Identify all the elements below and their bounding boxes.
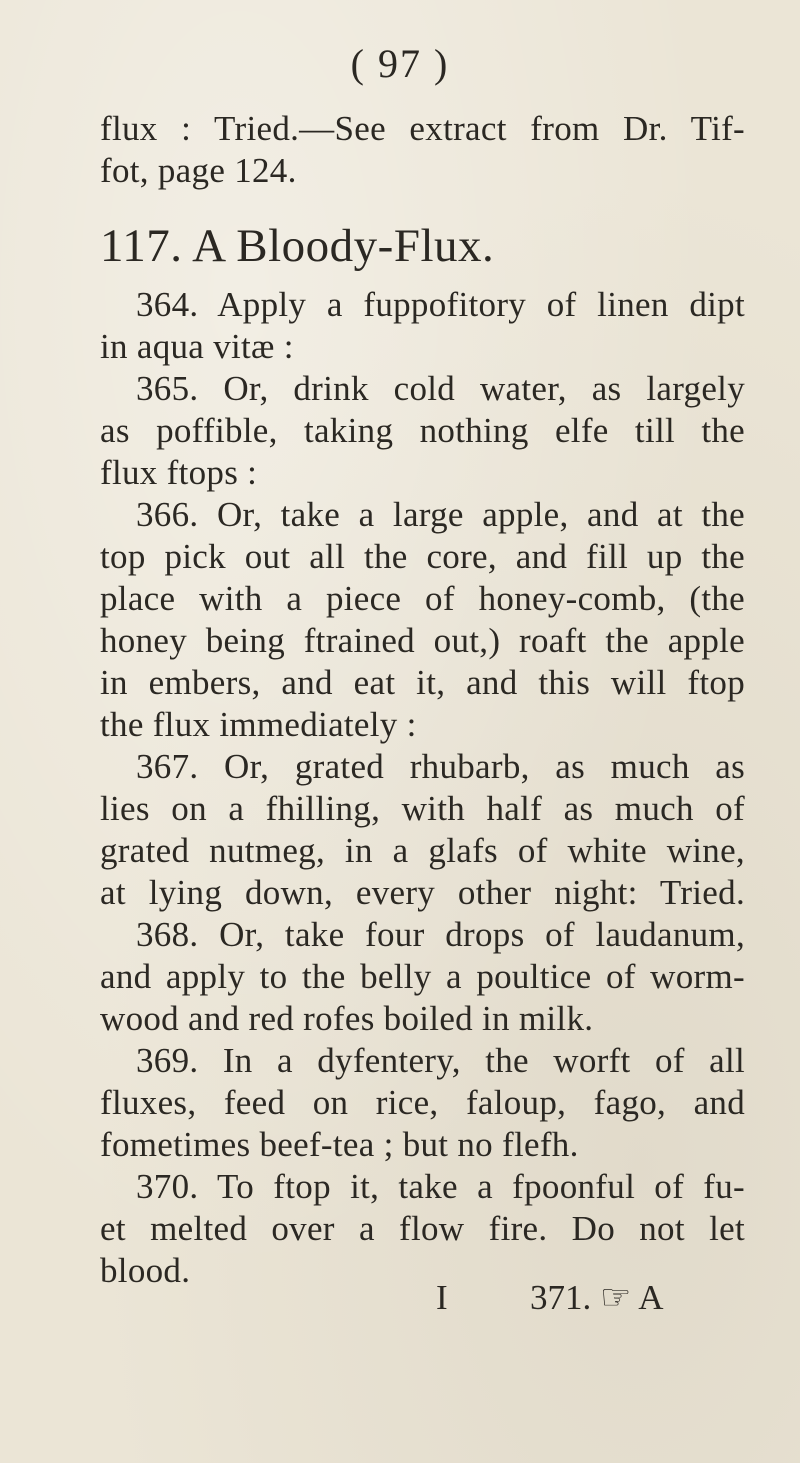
page-number: ( 97 ): [350, 41, 450, 86]
text-line: at lying down, every other night: Tried.: [100, 873, 745, 912]
text-line: and apply to the belly a poultice of worm-: [100, 957, 745, 996]
text-line: in embers, and eat it, and this will ftop: [100, 663, 745, 702]
section-heading: 117. A Bloody-Flux.: [100, 220, 495, 272]
text-line: fometimes beef-tea ; but no flefh.: [100, 1125, 579, 1164]
text-line: lies on a fhilling, with half as much of: [100, 789, 745, 828]
text-line: et melted over a flow fire. Do not let: [100, 1209, 745, 1248]
signature-mark: I: [436, 1278, 448, 1317]
text-line: fluxes, feed on rice, faloup, fago, and: [100, 1083, 745, 1122]
text-line: 366. Or, take a large apple, and at the: [136, 495, 745, 534]
page-text: [100, 108, 745, 1292]
text-line: flux : Tried.—See extract from Dr. Tif-: [100, 109, 745, 148]
text-line: 365. Or, drink cold water, as largely: [136, 369, 745, 408]
text-line: 369. In a dyfentery, the worft of all: [136, 1041, 745, 1080]
text-line: honey being ftrained out,) roaft the apple: [100, 621, 745, 660]
text-line: 364. Apply a fuppofitory of linen dipt: [136, 285, 745, 324]
text-line: 370. To ftop it, take a fpoonful of fu-: [136, 1167, 745, 1206]
text-line: top pick out all the core, and fill up the: [100, 537, 745, 576]
text-line: fot, page 124.: [100, 151, 297, 190]
text-line: grated nutmeg, in a glafs of white wine,: [100, 831, 745, 870]
text-line: the flux immediately :: [100, 705, 417, 744]
text-line: as poffible, taking nothing elfe till the: [100, 411, 745, 450]
page-footer: [0, 1278, 800, 1324]
text-line: 368. Or, take four drops of laudanum,: [136, 915, 745, 954]
text-line: place with a piece of honey-comb, (the: [100, 579, 745, 618]
text-line: wood and red rofes boiled in milk.: [100, 999, 594, 1038]
text-line: flux ftops :: [100, 453, 258, 492]
text-line: blood.: [100, 1251, 191, 1290]
catchword: 371. ☞ A: [530, 1278, 664, 1317]
text-line: 367. Or, grated rhubarb, as much as: [136, 747, 745, 786]
text-line: in aqua vitæ :: [100, 327, 294, 366]
